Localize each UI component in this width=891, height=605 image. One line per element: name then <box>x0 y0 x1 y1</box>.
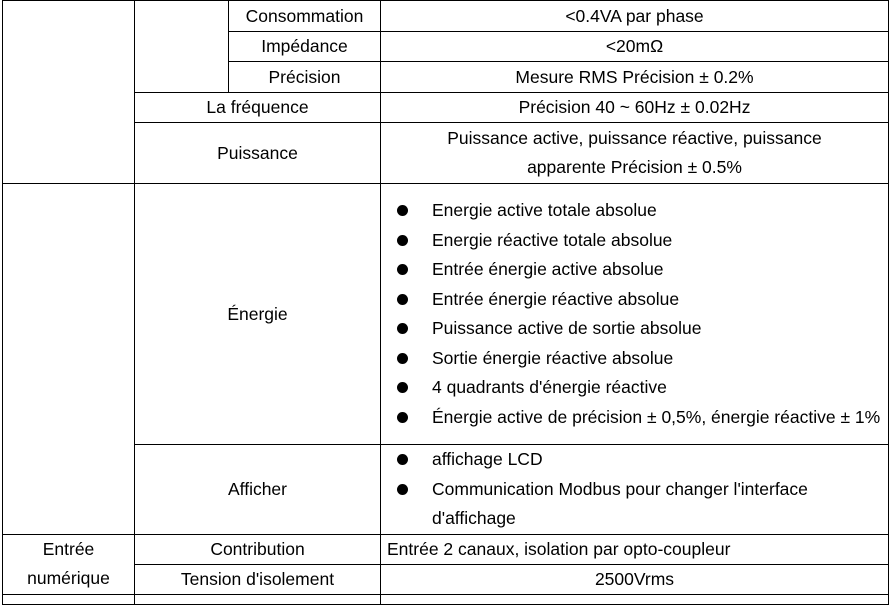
list-item <box>387 475 882 534</box>
bullet-icon <box>397 323 408 334</box>
spec-table <box>2 0 889 605</box>
list-item <box>387 344 882 374</box>
list-item <box>387 373 882 403</box>
list-item-text: Énergie active de précision ± 0,5%, énergie réactive ± 1% <box>432 406 881 427</box>
table-row <box>3 184 889 445</box>
energie-list-cell <box>381 184 889 445</box>
puissance-value: Puissance active, puissance réactive, puissance apparente Précision ± 0.5% <box>381 123 889 184</box>
table-row <box>3 123 889 184</box>
precision-value: Mesure RMS Précision ± 0.2% <box>381 62 889 93</box>
list-item <box>387 255 882 285</box>
bullet-icon <box>397 484 408 495</box>
frequence-label: La fréquence <box>135 93 381 123</box>
list-item-text: Entrée énergie réactive absolue <box>432 288 680 309</box>
subgroup-cell-empty <box>135 1 229 93</box>
afficher-label: Afficher <box>135 445 381 535</box>
bullet-icon <box>397 412 408 423</box>
list-item <box>387 445 882 475</box>
list-item-text: 4 quadrants d'énergie réactive <box>432 377 667 397</box>
consommation-value: <0.4VA par phase <box>381 1 889 32</box>
list-item <box>387 285 882 315</box>
energie-list <box>387 196 882 432</box>
list-item <box>387 196 882 226</box>
list-item <box>387 403 882 433</box>
empty-cell <box>3 594 135 604</box>
list-item-text: Energie active totale absolue <box>432 200 657 220</box>
group-cell-empty-2 <box>3 184 135 535</box>
list-item <box>387 314 882 344</box>
puissance-label: Puissance <box>135 123 381 184</box>
list-item-text: Energie réactive totale absolue <box>432 229 673 250</box>
bullet-icon <box>397 205 408 216</box>
list-item-text: Sortie énergie réactive absolue <box>432 347 674 368</box>
entree-numerique-label: Entrée numérique <box>3 534 135 594</box>
table-row <box>3 534 889 564</box>
contribution-value: Entrée 2 canaux, isolation par opto-coupleur <box>381 534 889 564</box>
energie-label: Énergie <box>135 184 381 445</box>
precision-label: Précision <box>229 62 381 93</box>
bullet-icon <box>397 235 408 246</box>
impedance-value: <20mΩ <box>381 32 889 62</box>
table-row <box>3 93 889 123</box>
frequence-value: Précision 40 ~ 60Hz ± 0.02Hz <box>381 93 889 123</box>
list-item-text: Communication Modbus pour changer l'interface d'affichage <box>432 478 808 528</box>
empty-cell <box>135 594 381 604</box>
list-item-text: Entrée énergie active absolue <box>432 259 664 279</box>
afficher-list-cell <box>381 445 889 535</box>
group-cell-empty <box>3 1 135 184</box>
bullet-icon <box>397 382 408 393</box>
empty-cell <box>381 594 889 604</box>
bullet-icon <box>397 294 408 305</box>
bullet-icon <box>397 454 408 465</box>
table-row <box>3 594 889 604</box>
list-item-text: Puissance active de sortie absolue <box>432 318 702 338</box>
bullet-icon <box>397 264 408 275</box>
impedance-label: Impédance <box>229 32 381 62</box>
isolement-value: 2500Vrms <box>381 564 889 594</box>
table-row <box>3 564 889 594</box>
afficher-list <box>387 445 882 534</box>
contribution-label: Contribution <box>135 534 381 564</box>
isolement-label: Tension d'isolement <box>135 564 381 594</box>
bullet-icon <box>397 353 408 364</box>
list-item <box>387 226 882 256</box>
table-row <box>3 1 889 32</box>
list-item-text: affichage LCD <box>432 449 543 469</box>
consommation-label: Consommation <box>229 1 381 32</box>
table-row <box>3 445 889 535</box>
